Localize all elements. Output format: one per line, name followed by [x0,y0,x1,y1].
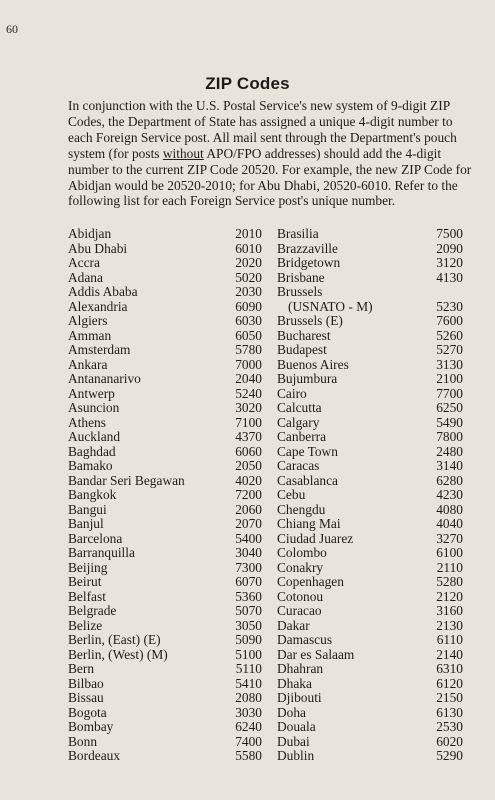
post-zip-number: 2030 [235,284,262,299]
post-name: Cotonou [277,588,324,604]
post-zip-number: 3270 [436,530,463,546]
post-zip-number: 2080 [235,690,262,705]
post-name: Abu Dhabi [68,240,128,256]
post-zip-number: 6120 [436,675,463,691]
zip-code-row [68,314,262,329]
post-name: Bissau [68,690,104,705]
zip-code-row [68,561,262,576]
post-zip-number: 6050 [235,327,262,343]
page-title: ZIP Codes [205,74,290,93]
post-name: Brasilia [277,226,319,241]
post-name: Bridgetown [277,255,341,270]
post-name: Abidjan [68,226,112,241]
post-zip-number: 5400 [235,530,262,546]
post-name: Algiers [68,313,108,328]
post-zip-number: 2480 [436,443,463,459]
page-number: 60 [6,22,18,36]
post-name: Cairo [277,385,307,401]
zip-code-row [277,358,463,373]
zip-code-row [68,358,262,373]
post-name: Djibouti [277,690,322,705]
post-name: Belfast [68,588,106,604]
post-zip-number: 2150 [436,690,463,705]
post-name: Bern [68,661,95,676]
post-name: Beirut [68,574,102,589]
zip-code-row [277,503,463,518]
intro-text-part-1: In conjunction with the U.S. Postal Service's new system of 9-digit ZIP Codes, the Department of State has assigned a unique 4-digit number to each Foreign Service post. All mail sent through the Department's pouch system (for posts [68,98,457,161]
post-zip-number: 3040 [235,545,262,560]
post-zip-number: 4370 [235,429,262,444]
zip-code-row [277,488,463,503]
post-name: Casablanca [277,472,338,488]
zip-code-row [277,416,463,431]
post-name: Auckland [68,429,121,444]
zip-code-row [68,677,262,692]
zip-code-row [68,271,262,286]
post-zip-number: 2140 [436,646,463,662]
post-zip-number: 5360 [235,588,262,604]
post-name: Dhahran [277,661,324,676]
post-zip-number: 3050 [235,617,262,633]
post-zip-number: 3030 [235,704,262,720]
zip-code-row [68,720,262,735]
post-zip-number: 7100 [235,414,262,430]
zip-code-row [277,604,463,619]
zip-code-row [277,662,463,677]
zip-code-row [68,604,262,619]
post-name: Belgrade [68,603,117,618]
post-zip-number: 7800 [436,429,463,444]
post-name: Brussels (E) [277,313,343,328]
post-name: Dakar [277,617,310,633]
post-zip-number: 6060 [235,443,262,459]
zip-code-row [277,546,463,561]
zip-code-row [68,575,262,590]
post-name: Belize [68,617,103,633]
zip-code-row [68,329,262,344]
post-name: Banjul [68,516,104,531]
post-zip-number: 5070 [235,603,262,618]
intro-paragraph [68,98,474,209]
post-name: Bilbao [68,675,104,691]
post-zip-number: 5280 [436,574,463,589]
zip-code-row [277,329,463,344]
post-zip-number: 7700 [436,385,463,401]
post-name: Damascus [277,632,333,647]
post-zip-number: 6010 [235,240,262,256]
post-zip-number: 2090 [436,240,463,256]
post-name: Cebu [277,487,306,502]
post-name: Douala [277,719,316,734]
post-name: Brussels [277,284,323,299]
zip-code-row [68,300,262,315]
post-zip-number: 6130 [436,704,463,720]
post-zip-number: 2110 [436,559,463,575]
zip-code-row [277,720,463,735]
post-name: Berlin, (East) (E) [68,632,161,647]
zip-code-row [68,619,262,634]
zip-code-row [277,575,463,590]
post-name: Calcutta [277,400,322,415]
post-name: Doha [277,704,307,720]
zip-code-row [277,633,463,648]
post-name: Amman [68,327,112,343]
zip-code-row [68,517,262,532]
post-zip-number: 5020 [235,269,262,285]
post-name: Conakry [277,559,324,575]
post-name: Chiang Mai [277,516,341,531]
post-name: (USNATO - M) [288,298,373,314]
post-name: Dublin [277,748,315,763]
zip-code-row [277,590,463,605]
zip-code-row [68,633,262,648]
zip-code-row [68,706,262,721]
zip-code-row [68,387,262,402]
zip-code-row [68,474,262,489]
post-zip-number: 2020 [235,255,262,270]
zip-code-row [277,532,463,547]
post-zip-number: 7200 [235,487,262,502]
post-zip-number: 3160 [436,603,463,618]
post-zip-number: 7400 [235,733,262,749]
post-zip-number: 5240 [235,385,262,401]
post-zip-number: 6020 [436,733,463,749]
zip-code-row [277,459,463,474]
post-name: Copenhagen [277,574,344,589]
post-zip-number: 7500 [436,226,463,241]
post-name: Amsterdam [68,342,131,357]
zip-code-row [277,648,463,663]
zip-code-row [277,706,463,721]
post-zip-number: 2010 [235,226,262,241]
zip-code-row [277,314,463,329]
post-name: Ciudad Juarez [277,530,354,546]
post-name: Bucharest [277,327,331,343]
zip-code-row [277,372,463,387]
post-zip-number: 3130 [436,356,463,372]
zip-code-column-right [277,227,463,764]
zip-code-row [68,691,262,706]
post-name: Cape Town [277,443,338,459]
zip-code-row [277,256,463,271]
post-name: Berlin, (West) (M) [68,646,168,662]
post-name: Canberra [277,429,327,444]
zip-code-row [277,445,463,460]
post-name: Bujumbura [277,371,338,386]
post-zip-number: 3120 [436,255,463,270]
zip-code-row [68,648,262,663]
post-zip-number: 4040 [436,516,463,531]
post-name: Athens [68,414,106,430]
post-name: Barcelona [68,530,123,546]
post-name: Alexandria [68,298,128,314]
post-name: Addis Ababa [68,284,138,299]
post-name: Beijing [68,559,108,575]
post-name: Caracas [277,458,320,473]
post-name: Barranquilla [68,545,135,560]
post-name: Budapest [277,342,327,357]
zip-code-row [68,256,262,271]
zip-code-row [277,285,463,300]
post-zip-number: 3020 [235,400,262,415]
zip-code-column-left [68,227,262,764]
post-name: Accra [68,255,100,270]
zip-code-row [68,401,262,416]
zip-code-row [277,474,463,489]
post-name: Bangkok [68,487,117,502]
post-zip-number: 5260 [436,327,463,343]
zip-code-row [277,677,463,692]
zip-code-row [68,227,262,242]
post-name: Chengdu [277,501,326,517]
post-zip-number: 2100 [436,371,463,386]
zip-code-row [68,488,262,503]
zip-code-row [68,662,262,677]
zip-code-row [277,749,463,764]
post-name: Buenos Aires [277,356,349,372]
zip-code-row [277,430,463,445]
zip-code-row [277,401,463,416]
post-name: Bangui [68,501,107,517]
post-zip-number: 5490 [436,414,463,430]
post-name: Brazzaville [277,240,338,256]
post-zip-number: 5090 [235,632,262,647]
post-name: Calgary [277,414,320,430]
zip-code-row [68,546,262,561]
post-zip-number: 5290 [436,748,463,763]
zip-code-row [277,300,463,315]
post-name: Bordeaux [68,748,121,763]
post-name: Dar es Salaam [277,646,355,662]
zip-code-row [68,416,262,431]
post-name: Bonn [68,733,98,749]
post-zip-number: 6100 [436,545,463,560]
zip-code-row [68,285,262,300]
zip-code-row [68,372,262,387]
post-name: Bombay [68,719,114,734]
post-zip-number: 6250 [436,400,463,415]
post-zip-number: 5780 [235,342,262,357]
post-name: Adana [68,269,103,285]
post-zip-number: 2050 [235,458,262,473]
intro-underlined-word: without [162,145,204,161]
zip-code-row [277,242,463,257]
post-name: Dubai [277,733,310,749]
zip-code-row [277,691,463,706]
post-name: Antananarivo [68,371,141,386]
zip-code-row [68,749,262,764]
post-zip-number: 2070 [235,516,262,531]
zip-code-row [68,735,262,750]
post-zip-number: 5110 [235,661,262,676]
post-zip-number: 6090 [235,298,262,314]
post-name: Dhaka [277,675,312,691]
post-zip-number: 6280 [436,472,463,488]
post-zip-number: 2060 [235,501,262,517]
zip-code-row [277,271,463,286]
post-zip-number: 6110 [436,632,463,647]
zip-code-row [277,619,463,634]
post-zip-number: 4020 [235,472,262,488]
post-name: Antwerp [68,385,115,401]
zip-code-row [277,343,463,358]
post-zip-number: 2120 [436,588,463,604]
zip-code-row [277,387,463,402]
intro-text-part-2: APO/FPO addresses) should add the 4-digit number to the current ZIP Code 20520. For example, the new ZIP Code for Abidjan would be 20520-2010; for Abu Dhabi, 20520-6010. Refer to the following list for each Foreign Service post's unique number. [68,145,472,209]
zip-code-row [277,561,463,576]
post-name: Baghdad [68,443,116,459]
post-zip-number: 5230 [436,298,463,314]
post-zip-number: 2130 [436,617,463,633]
post-zip-number: 4230 [436,487,463,502]
post-zip-number: 6070 [235,574,262,589]
post-zip-number: 5410 [235,675,262,691]
post-name: Bamako [68,458,113,473]
post-zip-number: 6030 [235,313,262,328]
post-zip-number: 5580 [235,748,262,763]
post-zip-number: 3140 [436,458,463,473]
zip-code-row [277,227,463,242]
zip-code-row [68,532,262,547]
post-zip-number: 4130 [436,269,463,285]
post-zip-number: 2040 [235,371,262,386]
post-zip-number: 7000 [235,356,262,372]
zip-code-row [68,445,262,460]
post-name: Brisbane [277,269,325,285]
post-zip-number: 4080 [436,501,463,517]
post-name: Colombo [277,545,327,560]
zip-code-row [68,343,262,358]
zip-code-row [68,242,262,257]
zip-code-row [277,735,463,750]
post-zip-number: 5270 [436,342,463,357]
post-zip-number: 7300 [235,559,262,575]
post-zip-number: 2530 [436,719,463,734]
post-zip-number: 6310 [436,661,463,676]
post-name: Asuncion [68,400,120,415]
zip-code-row [277,517,463,532]
post-name: Curacao [277,603,322,618]
zip-code-row [68,590,262,605]
zip-code-row [68,430,262,445]
post-zip-number: 7600 [436,313,463,328]
post-name: Bogota [68,704,107,720]
post-zip-number: 6240 [235,719,262,734]
post-name: Ankara [68,356,108,372]
zip-code-row [68,459,262,474]
zip-code-row [68,503,262,518]
post-zip-number: 5100 [235,646,262,662]
post-name: Bandar Seri Begawan [68,472,185,488]
